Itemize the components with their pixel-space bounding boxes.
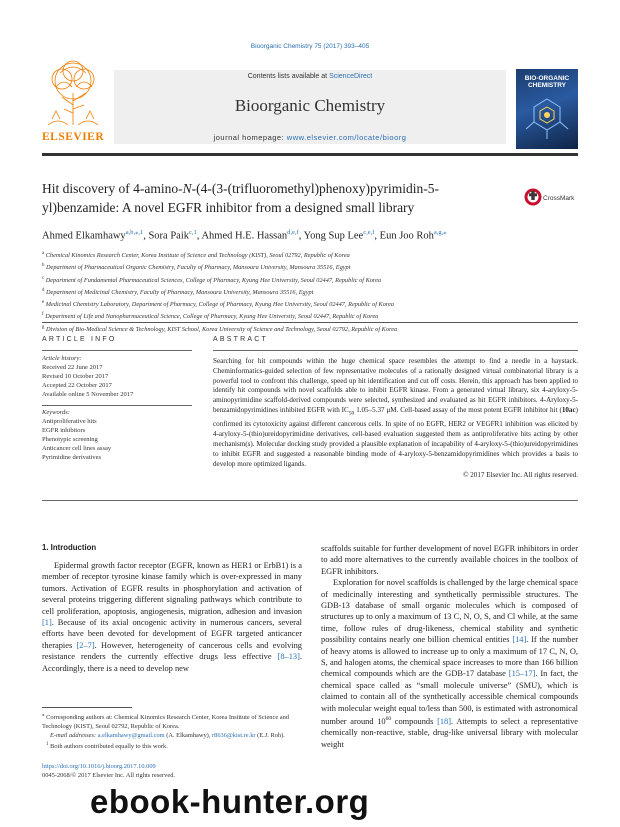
keyword-item: Phenotypic screening — [42, 436, 98, 444]
watermark: ebook-hunter.org — [90, 783, 370, 820]
citation-link[interactable]: [2–7] — [76, 640, 95, 650]
divider — [42, 350, 192, 351]
homepage-line — [114, 133, 506, 142]
corresponding-note: ⁎ Corresponding authors at: Chemical Kinomics Research Center, Korea Institute of Science and Technology (KIST), Seoul 02792, Republic of Korea. — [42, 713, 289, 730]
body-column-left — [42, 543, 302, 674]
author-sup[interactable]: a,g,⁎ — [433, 229, 447, 236]
abstract-end-rule — [42, 500, 578, 501]
journal-name: Bioorganic Chemistry — [234, 96, 386, 115]
citation-link[interactable]: [1] — [42, 618, 52, 628]
affiliation-item: $^c$ Department of Fundamental Pharmaceutical Sciences, College of Pharmacy, Kyung Hee University, Seoul 02447, Republic of Korea — [42, 275, 382, 284]
crossmark-icon — [524, 188, 542, 206]
issn-line: 0045-2068/© 2017 Elsevier Inc. All rights reserved. — [42, 771, 175, 779]
journal-cover-image — [516, 69, 578, 149]
crossmark-badge[interactable] — [524, 182, 578, 212]
contents-line — [114, 73, 506, 80]
journal-banner — [114, 70, 506, 144]
journal-masthead — [42, 57, 578, 152]
article-info-panel — [42, 336, 192, 462]
contents-prefix: Contents lists available at — [247, 73, 330, 80]
citation-link[interactable]: [14] — [512, 635, 527, 645]
doi-link[interactable]: https://doi.org/10.1016/j.bioorg.2017.10.009 — [42, 763, 156, 770]
body-text-right: scaffolds suitable for further development of novel EGFR inhibitors in order to add more alternatives to the currently available choices in the toolbox of EGFR inhibitors. Exploration for novel scaffolds is challenged by the large chemical space of medicinally interesting and synthetically permissible structures. The GDB-13 database of small organic molecules which is composed of structures up to only a maximum of 13 C, N, O, S, and Cl while, at the same time, follow rules of drug-likeness, chemical stability and synthetic possibility contains nearly one billion chemical entities [14]. If the number of heavy atoms is allowed to increase up to only a maximum of 17 C, N, O, S, and halogen atoms, the chemical space increases to more than 166 billion chemical compounds which are the GDB-17 database [15–17]. In fact, the chemical space called as “small molecule universe” (SMU), which is claimed to contain all of the synthetically accessible chemical compounds with molecular weight equal to/less than 500, is estimated with astronomical number around $10^{60}$ compounds [18]. Attempts to select a representative chemically non-reactive, stable, drug-like universal library with molecular weight — [321, 544, 579, 749]
elsevier-logo — [42, 57, 104, 143]
section-heading: 1. Introduction — [42, 543, 97, 552]
article-info-heading: ARTICLE INFO — [42, 336, 117, 343]
crossmark-label: CrossMark — [543, 195, 575, 202]
homepage-prefix: journal homepage: — [213, 133, 287, 142]
body-text-left: Epidermal growth factor receptor (EGFR, known as HER1 or ErbB1) is a member of receptor tyrosine kinase family which is over-expressed in many tumors. Activation of EGFR results in phosphorylation and activation of several proteins triggering different signaling pathways which contribute to cell proliferation, apoptosis, angiogenesis, migration, adhesion and invasion [1]. Because of its axial oncogenic activity in numerous cancers, several efforts have been devoted for development of EGFR targeted anticancer therapies [2–7]. However, heterogeneity of cancerous cells and evolving resistance renders the currently effective drugs less effective [8–13]. Accordingly, there is a need to develop new — [42, 561, 302, 673]
elsevier-tree-icon — [42, 57, 104, 127]
abstract-heading: ABSTRACT — [213, 336, 268, 343]
masthead-rule — [42, 153, 578, 156]
footnote-rule — [42, 707, 132, 708]
keyword-item: Pyrimidine derivatives — [42, 454, 102, 462]
hit-compound-label: 10ac — [561, 406, 576, 415]
footnotes — [42, 712, 302, 751]
citation-link[interactable]: [18] — [437, 716, 452, 726]
author-name[interactable]: Ahmed H.E. Hassan — [201, 230, 288, 242]
citation-link[interactable]: [8–13] — [277, 652, 300, 662]
title-italic: N — [182, 181, 192, 196]
author-sup[interactable]: d,e,f — [287, 229, 299, 236]
affiliation-item: $^g$ Division of Bio-Medical Science & Technology, KIST School, Korea University of Science and Technology, Seoul 02792, Republic of Korea — [42, 324, 398, 333]
abstract-panel — [213, 336, 578, 479]
history-item: Received 22 June 2017 — [42, 363, 103, 371]
sciencedirect-link[interactable]: ScienceDirect — [329, 73, 373, 80]
affiliation-item: $^b$ Department of Pharmaceutical Organic Chemistry, Faculty of Pharmacy, Mansoura University, Mansoura 35516, Egypt — [42, 263, 351, 272]
author-name[interactable]: Sora Paik — [148, 230, 189, 242]
history-label: Article history: — [42, 354, 82, 362]
affiliation-rule — [42, 322, 578, 323]
body-column-right — [321, 543, 578, 750]
author-name[interactable]: Ahmed Elkamhawy — [42, 230, 126, 242]
doi-block — [42, 763, 302, 781]
affiliation-item: $^d$ Department of Medicinal Chemistry, Faculty of Pharmacy, Mansoura University, Mansoura 35516, Egypt — [42, 287, 314, 296]
keyword-item: Anticancer cell lines assay — [42, 445, 112, 453]
author-sup[interactable]: c,1 — [189, 229, 197, 236]
author-name[interactable]: Eun Joo Roh — [379, 230, 434, 242]
citation-link[interactable]: [15–17] — [508, 669, 536, 679]
publisher-name: ELSEVIER — [42, 131, 105, 143]
abstract-copyright: © 2017 Elsevier Inc. All rights reserved. — [463, 471, 578, 480]
keywords-label: Keywords: — [42, 409, 70, 417]
abstract-text: Searching for hit compounds within the huge chemical space resembles the attempt to find a needle in a haystack. Cheminformatics-guided selection of few representative molecules of a rationally designed virtual combinatorial library is a powerful tool to confront this challenge, speed up hit identification and cut off costs. Herein, this approach has been applied to identify hit compounds with novel scaffolds able to inhibit EGFR kinase. From a generated virtual library, six 4-aryloxy-5-aminopyrimidine scaffold-derived compounds were selected, synthesized and evaluated as hit EGFR inhibitors. 4-Aryloxy-5-benzamidopyrimidines inhibited EGFR with $IC_{50}$ 1.05–5.37 μM. Cell-based assay of the most potent EGFR inhibitor hit (10ac) confirmed its cytotoxicity against different cancerous cells. In spite of no EGFR, HER2 or VEGFR1 inhibition was elicited by 4-aryloxy-5-(thio)ureidopyrimidine derivatives, cell-based evaluation suggested them as antiproliferative hits acting by other mechanism(s). Molecular docking study provided a plausible explanation of incapability of 4-aryloxy-5-(thio)ureidopyrimidines to inhibit EGFR and suggested a reasonable binding mode of 4-aryloxy-5-benzamidopyrimidines which provides a basis to develop more optimized ligands. — [213, 356, 578, 468]
author-name[interactable]: Yong Sup Lee — [303, 230, 364, 242]
affiliation-item: $^a$ Chemical Kinomics Research Center, Korea Institute of Science and Technology (KIST), Seoul 02792, Republic of Korea — [42, 251, 350, 260]
history-item: Accepted 22 October 2017 — [42, 381, 112, 389]
title-part1: Hit discovery of 4-amino- — [42, 181, 183, 196]
title-part2: -(4-(3-(trifluoromethyl)phenoxy)pyrimidin-5-yl)benzamide: A novel EGFR inhibitor from a designed small library — [42, 181, 440, 215]
author-list: Ahmed Elkamhawy$^{a,b,⁎,1}$, Sora Paik$^{c,1}$, Ahmed H.E. Hassan$^{d,e,f}$, Yong Sup Lee$^{c,e,f}$, Eun Joo Roh$^{a,g,⁎}$ — [42, 229, 447, 242]
divider — [213, 350, 578, 351]
affiliation-item: $^f$ Department of Life and Nanopharmaceutical Science, College of Pharmacy, Kyung Hee University, Seoul 02447, Republic of Korea — [42, 312, 379, 321]
email-link[interactable]: r8636@kist.re.kr — [212, 731, 256, 739]
journal-citation[interactable]: Bioorganic Chemistry 75 (2017) 393–405 — [250, 43, 370, 50]
cover-title-line2: CHEMISTRY — [527, 82, 567, 89]
email-note: E-mail addresses: a.elkamhawy@gmail.com (A. Elkamhawy), r8636@kist.re.kr (E.J. Roh). — [50, 731, 285, 739]
affiliation-item: $^e$ Medicinal Chemistry Laboratory, Department of Pharmacy, College of Pharmacy, Kyung Hee University, Seoul 02447, Republic of Korea — [42, 300, 395, 309]
divider — [42, 405, 192, 406]
history-item: Available online 5 November 2017 — [42, 390, 134, 398]
author-sup[interactable]: a,b,⁎,1 — [125, 229, 144, 236]
author-sup[interactable]: c,e,f — [363, 229, 375, 236]
equal-contribution-note: $^1$ Both authors contributed equally to this work. — [46, 741, 168, 750]
cover-title — [516, 69, 578, 89]
keyword-item: EGFR inhibitors — [42, 427, 86, 435]
history-item: Revised 10 October 2017 — [42, 372, 109, 380]
cover-title-line1: BIO-ORGANIC — [524, 75, 570, 82]
email-link[interactable]: a.elkamhawy@gmail.com — [97, 731, 165, 739]
keyword-item: Antiproliferative hits — [42, 418, 97, 426]
cover-molecule-art — [524, 95, 570, 141]
article-title — [42, 179, 492, 217]
homepage-link[interactable]: www.elsevier.com/locate/bioorg — [286, 133, 407, 142]
